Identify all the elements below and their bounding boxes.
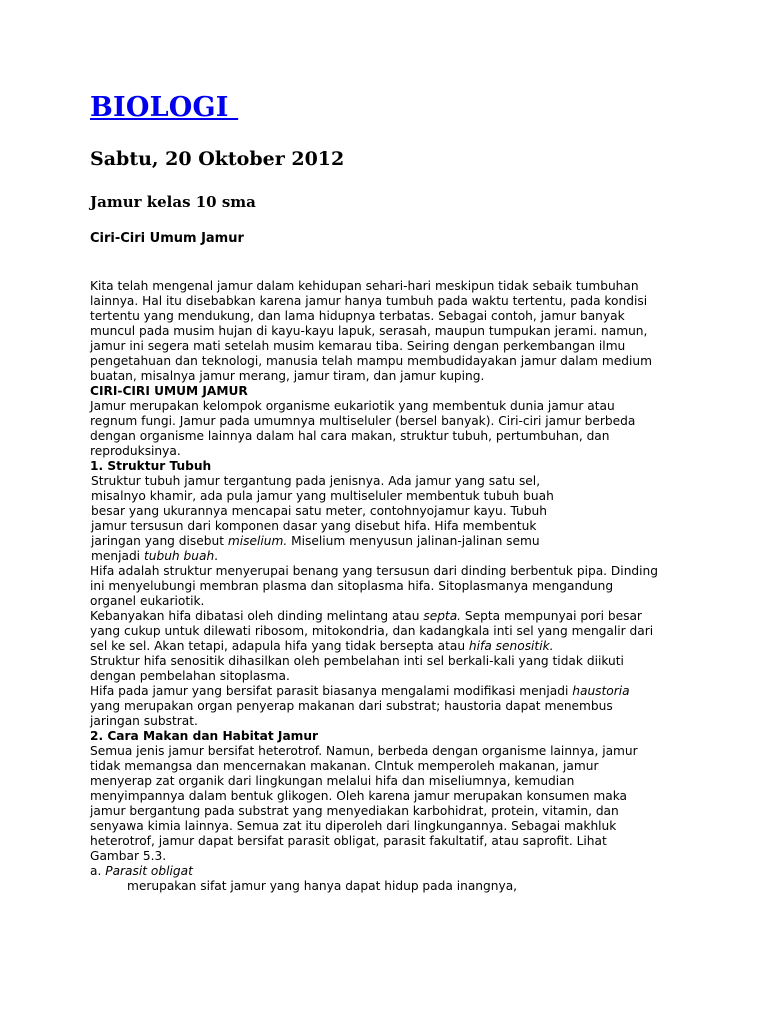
post-body <box>90 279 690 894</box>
cara-makan-paragraph <box>90 744 690 864</box>
text-line-septa <box>90 609 690 624</box>
text-line-miselium <box>90 534 690 549</box>
text-fragment: jaringan yang disebut <box>91 534 228 548</box>
text-line: senyawa kimia lainnya. Semua zat itu diperoleh dari lingkungannya. Sebagai makhluk <box>90 819 617 833</box>
italic-term: tubuh buah <box>143 549 215 563</box>
text-fragment: Hifa pada jamur yang bersifat parasit biasanya mengalami modifikasi menjadi <box>90 684 573 698</box>
text-line: tidak memangsa dan mencernakan makanan. Clntuk memperoleh makanan, jamur <box>90 759 599 773</box>
text-line: Hifa adalah struktur menyerupai benang yang tersusun dari dinding berbentuk pipa. Dinding <box>90 564 659 578</box>
septa-paragraph <box>90 609 690 654</box>
text-fragment: sel ke sel. Akan tetapi, adapula hifa yang tidak bersepta atau <box>90 639 469 653</box>
text-line: lainnya. Hal itu disebabkan karena jamur hanya tumbuh pada waktu tertentu, pada kondisi <box>90 294 648 308</box>
text-line: Jamur merupakan kelompok organisme eukariotik yang membentuk dunia jamur atau <box>90 399 615 413</box>
text-fragment: Kebanyakan hifa dibatasi oleh dinding melintang atau <box>90 609 424 623</box>
text-line: jaringan substrat. <box>90 714 198 728</box>
text-line: menyerap zat organik dari lingkungan melalui hifa dan miseliumnya, kemudian <box>90 774 575 788</box>
post-title: Jamur kelas 10 sma <box>90 193 256 211</box>
text-line: Semua jenis jamur bersifat heterotrof. Namun, berbeda dengan organisme lainnya, jamur <box>90 744 638 758</box>
text-line: besar yang ukurannya mencapai satu meter, contohnyojamur kayu. Tubuh <box>91 504 547 518</box>
text-line: misalnyo khamir, ada pula jamur yang multiseluler membentuk tubuh buah <box>91 489 554 503</box>
blog-title-link[interactable]: BIOLOGI <box>90 92 239 123</box>
intro-paragraph <box>90 279 690 384</box>
text-line: menyimpannya dalam bentuk glikogen. Oleh karena jamur merupakan konsumen maka <box>90 789 628 803</box>
text-line: jamur bergantung pada substrat yang menyediakan karbohidrat, protein, vitamin, dan <box>90 804 619 818</box>
hifa-paragraph <box>90 564 690 609</box>
text-line: jamur tersusun dari komponen dasar yang disebut hifa. Hifa membentuk <box>91 519 537 533</box>
text-line: Kita telah mengenal jamur dalam kehidupan sehari-hari meskipun tidak sebaik tumbuhan <box>90 279 639 293</box>
text-line: yang merupakan organ penyerap makanan dari substrat; haustoria dapat menembus <box>90 699 613 713</box>
text-line: ini menyelubungi membran plasma dan sitoplasma hifa. Sitoplasmanya mengandung <box>90 579 614 593</box>
text-fragment: . <box>214 549 219 563</box>
text-line: yang cukup untuk dilewati ribosom, mitokondria, dan kadangkala inti sel yang mengalir dari <box>90 624 654 638</box>
italic-term: haustoria <box>572 684 630 698</box>
section-heading-cara-makan: 2. Cara Makan dan Habitat Jamur <box>90 729 319 743</box>
italic-term: septa. <box>423 609 462 623</box>
text-line: pengetahuan dan teknologi, manusia telah mampu membudidayakan jamur dalam medium <box>90 354 652 368</box>
text-line: heterotrof, jamur dapat bersifat parasit obligat, parasit fakultatif, atau saprofit. Lihat <box>90 834 607 848</box>
post-date: Sabtu, 20 Oktober 2012 <box>90 148 345 170</box>
list-marker: a. <box>90 864 106 878</box>
text-line: reproduksinya. <box>90 444 181 458</box>
text-line: dengan organisme lainnya dalam hal cara makan, struktur tubuh, pertumbuhan, dan <box>90 429 610 443</box>
text-line: Struktur hifa senositik dihasilkan oleh pembelahan inti sel berkali-kali yang tidak diikuti <box>90 654 624 668</box>
text-line: dengan pembelahan sitoplasma. <box>90 669 290 683</box>
text-fragment: Septa mempunyai pori besar <box>461 609 642 623</box>
italic-term: hifa senositik. <box>468 639 554 653</box>
ciri-paragraph <box>90 399 690 459</box>
haustoria-paragraph <box>90 684 690 729</box>
text-line: organel eukariotik. <box>90 594 205 608</box>
text-line: regnum fungi. Jamur pada umumnya multiseluler (bersel banyak). Ciri-ciri jamur berbeda <box>90 414 636 428</box>
text-line-haustoria <box>90 684 690 699</box>
struktur-paragraph <box>90 474 690 564</box>
text-line-senositik <box>90 639 690 654</box>
text-line: Gambar 5.3. <box>90 849 167 863</box>
list-item-description: merupakan sifat jamur yang hanya dapat hidup pada inangnya, <box>127 879 518 893</box>
list-item-parasit-obligat <box>90 864 690 879</box>
senositik-paragraph <box>90 654 690 684</box>
text-fragment: menjadi <box>91 549 144 563</box>
section-heading-struktur: 1. Struktur Tubuh <box>90 459 212 473</box>
section-heading-ciri: CIRI-CIRI UMUM JAMUR <box>90 384 248 398</box>
text-line: jamur ini segera mati setelah musim kemarau tiba. Seiring dengan perkembangan ilmu <box>90 339 626 353</box>
italic-term: miselium. <box>227 534 288 548</box>
italic-term: Parasit obligat <box>105 864 193 878</box>
text-line-tubuh-buah <box>90 549 690 564</box>
text-line: muncul pada musim hujan di kayu-kayu lapuk, serasah, maupun tumpukan jerami. namun, <box>90 324 648 338</box>
post-subtitle: Ciri-Ciri Umum Jamur <box>90 231 244 246</box>
text-line: tertentu yang mendukung, dan lama hidupnya terbatas. Sebagai contoh, jamur banyak <box>90 309 625 323</box>
text-fragment: Miselium menyusun jalinan-jalinan semu <box>287 534 540 548</box>
text-line: buatan, misalnya jamur merang, jamur tiram, dan jamur kuping. <box>90 369 485 383</box>
text-line: Struktur tubuh jamur tergantung pada jenisnya. Ada jamur yang satu sel, <box>91 474 541 488</box>
